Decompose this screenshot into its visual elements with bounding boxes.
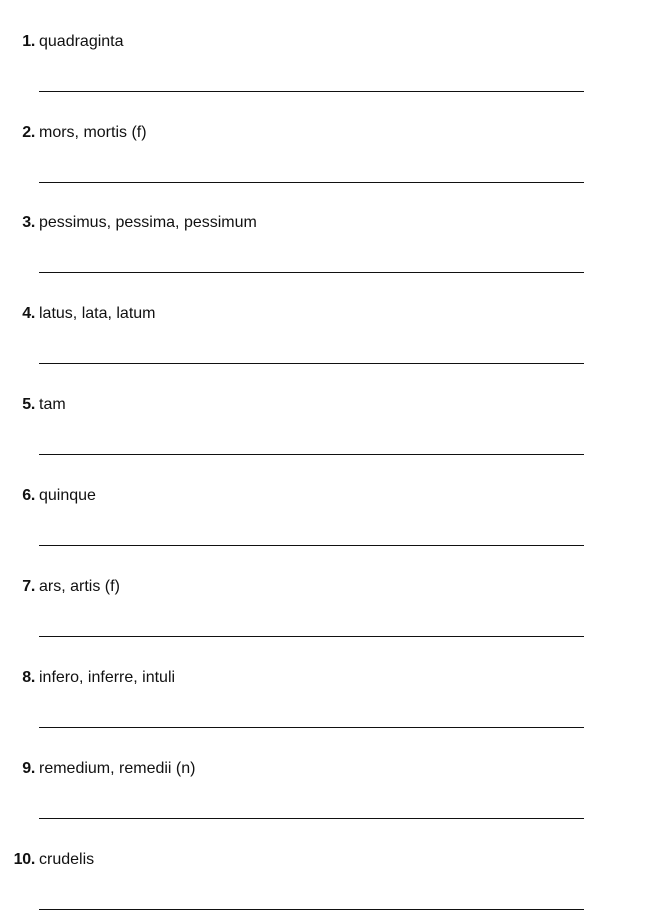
list-item <box>0 646 659 737</box>
answer-line[interactable] <box>39 727 584 728</box>
list-item <box>0 10 659 101</box>
latin-word: quadraginta <box>39 33 124 50</box>
list-item <box>0 101 659 192</box>
list-item <box>0 373 659 464</box>
answer-line[interactable] <box>39 182 584 183</box>
item-number: 7. <box>22 578 35 595</box>
answer-line[interactable] <box>39 909 584 910</box>
latin-word: tam <box>39 396 66 413</box>
answer-line[interactable] <box>39 363 584 364</box>
list-item <box>0 737 659 828</box>
answer-line[interactable] <box>39 818 584 819</box>
item-number: 2. <box>22 124 35 141</box>
list-item <box>0 464 659 555</box>
latin-word: crudelis <box>39 851 95 868</box>
answer-line[interactable] <box>39 272 584 273</box>
item-number: 6. <box>22 487 35 504</box>
list-item <box>0 555 659 646</box>
item-number: 3. <box>22 214 35 231</box>
answer-line[interactable] <box>39 636 584 637</box>
latin-word: infero, inferre, intuli <box>39 669 176 686</box>
item-number: 4. <box>22 305 35 322</box>
latin-word: mors, mortis (f) <box>39 124 147 141</box>
latin-word: latus, lata, latum <box>39 305 156 322</box>
item-number: 10. <box>13 851 35 868</box>
list-item <box>0 282 659 373</box>
latin-word: remedium, remedii (n) <box>39 760 196 777</box>
latin-word: ars, artis (f) <box>39 578 120 595</box>
list-item <box>0 191 659 282</box>
item-number: 1. <box>22 33 35 50</box>
latin-word: quinque <box>39 487 96 504</box>
answer-line[interactable] <box>39 91 584 92</box>
answer-line[interactable] <box>39 454 584 455</box>
list-item <box>0 828 659 919</box>
item-number: 8. <box>22 669 35 686</box>
answer-line[interactable] <box>39 545 584 546</box>
item-number: 9. <box>22 760 35 777</box>
latin-word: pessimus, pessima, pessimum <box>39 214 257 231</box>
item-number: 5. <box>22 396 35 413</box>
